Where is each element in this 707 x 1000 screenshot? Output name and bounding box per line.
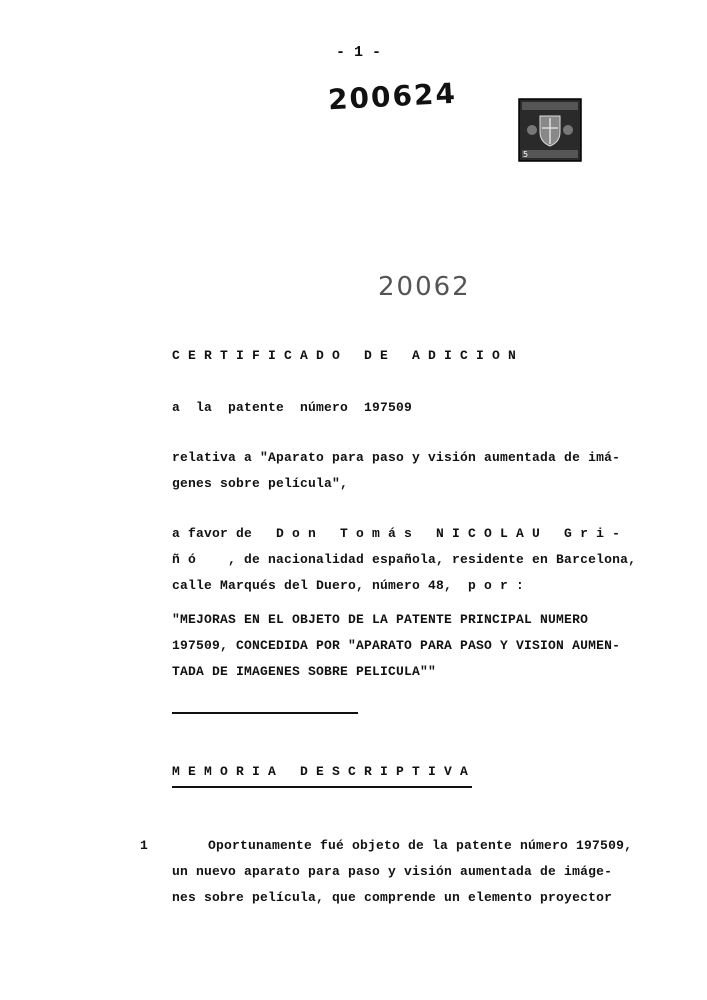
page-number: - 1 - bbox=[336, 44, 382, 61]
patent-number: 200624 bbox=[327, 76, 458, 117]
memoria-line-1: Oportunamente fué objeto de la patente número 197509, bbox=[208, 838, 633, 853]
favor-line-1: a favor de D o n T o m á s N I C O L A U G r i - bbox=[172, 526, 621, 541]
improvements-line-2: 197509, CONCEDIDA POR "APARATO PARA PASO Y VISION AUMEN- bbox=[172, 638, 621, 653]
paragraph-number: 1 bbox=[140, 838, 148, 853]
relative-line-1: relativa a "Aparato para paso y visión aumentada de imá- bbox=[172, 450, 621, 465]
favor-line-3: calle Marqués del Duero, número 48, p o r : bbox=[172, 578, 525, 593]
improvements-line-1: "MEJORAS EN EL OBJETO DE LA PATENTE PRINCIPAL NUMERO bbox=[172, 612, 589, 627]
memoria-underline bbox=[172, 786, 472, 788]
revenue-stamp-icon bbox=[518, 98, 582, 162]
relative-line-2: genes sobre película", bbox=[172, 476, 349, 491]
improvements-line-3: TADA DE IMAGENES SOBRE PELICULA"" bbox=[172, 664, 437, 679]
patent-reference: a la patente número 197509 bbox=[172, 400, 413, 415]
stamp-value: 5 bbox=[523, 150, 529, 159]
memoria-line-2: un nuevo aparato para paso y visión aumentada de imáge- bbox=[172, 864, 613, 879]
stamp-number: 20062 bbox=[378, 272, 471, 302]
memoria-heading: M E M O R I A D E S C R I P T I V A bbox=[172, 764, 469, 779]
memoria-line-3: nes sobre película, que comprende un elemento proyector bbox=[172, 890, 613, 905]
certificate-title: C E R T I F I C A D O D E A D I C I O N bbox=[172, 348, 517, 363]
divider bbox=[172, 712, 358, 714]
favor-line-2: ñ ó , de nacionalidad española, residente en Barcelona, bbox=[172, 552, 637, 567]
